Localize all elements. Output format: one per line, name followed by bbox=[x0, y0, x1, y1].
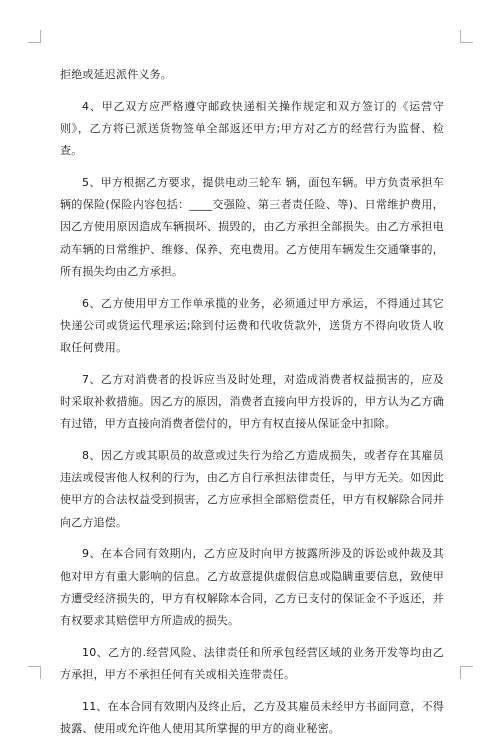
clause-9: 9、在本合同有效期内，乙方应及时向甲方披露所涉及的诉讼或仲裁及其他对甲方有重大影响的信息。乙方故意提供虚假信息或隐瞒重要信息，致使甲方遭受经济损失的，甲方有权解除本合同，乙方已支付的保证金不予返还，并有权要求其赔偿甲方所造成的损失。 bbox=[60, 547, 444, 628]
crop-mark-top-right bbox=[460, 30, 473, 43]
clause-5: 5、甲方根据乙方要求，提供电动三轮车 辆，面包车辆。甲方负责承担车辆的保险(保险内容包括：____交强险、第三者责任险、等)、日常维护费用，因乙方使用原因造成车辆损坏、损毁的，由乙方承担全部损失。由乙方承担电动车辆的日常维护、维修、保养、充电费用。乙方使用车辆发生交通肇事的，所有损失均由乙方承担。 bbox=[60, 176, 444, 278]
clause-11: 11、在本合同有效期内及终止后，乙方及其雇员未经甲方书面同意，不得披露、使用或允许他人使用其所掌握的甲方的商业秘密。 bbox=[60, 699, 444, 736]
crop-mark-bottom-left bbox=[28, 666, 41, 679]
clause-10: 10、乙方的.经营风险、法律责任和所承包经营区域的业务开发等均由乙方承担，甲方不承担任何有关或相关连带责任。 bbox=[60, 645, 444, 682]
crop-mark-bottom-right bbox=[460, 666, 473, 679]
clause-6: 6、乙方使用甲方工作单承揽的业务，必须通过甲方承运，不得通过其它快递公司或货运代理承运;除到付运费和代收货款外，送货方不得向收货人收取任何费用。 bbox=[60, 296, 444, 355]
document-body bbox=[60, 64, 444, 740]
clause-7: 7、乙方对消费者的投诉应当及时处理，对造成消费者权益损害的，应及时采取补救措施。因乙方的原因，消费者直接向甲方投诉的，甲方认为乙方确有过错，甲方直接向消费者偿付的，甲方有权直接从保证金中扣除。 bbox=[60, 372, 444, 431]
paragraph-continuation: 拒绝或延迟派件义务。 bbox=[60, 68, 172, 81]
crop-mark-top-left bbox=[28, 30, 41, 43]
clause-4: 4、甲乙双方应严格遵守邮政快递相关操作规定和双方签订的《运营守则》，乙方将已派送货物签单全部返还甲方;甲方对乙方的经营行为监督、检查。 bbox=[60, 99, 444, 158]
clause-8: 8、因乙方或其职员的故意或过失行为给乙方造成损失，或者存在其雇员违法或侵害他人权利的行为，由乙方自行承担法律责任，与甲方无关。如因此使甲方的合法权益受到损害，乙方应承担全部赔偿责任，甲方有权解除合同并向乙方追偿。 bbox=[60, 449, 444, 529]
